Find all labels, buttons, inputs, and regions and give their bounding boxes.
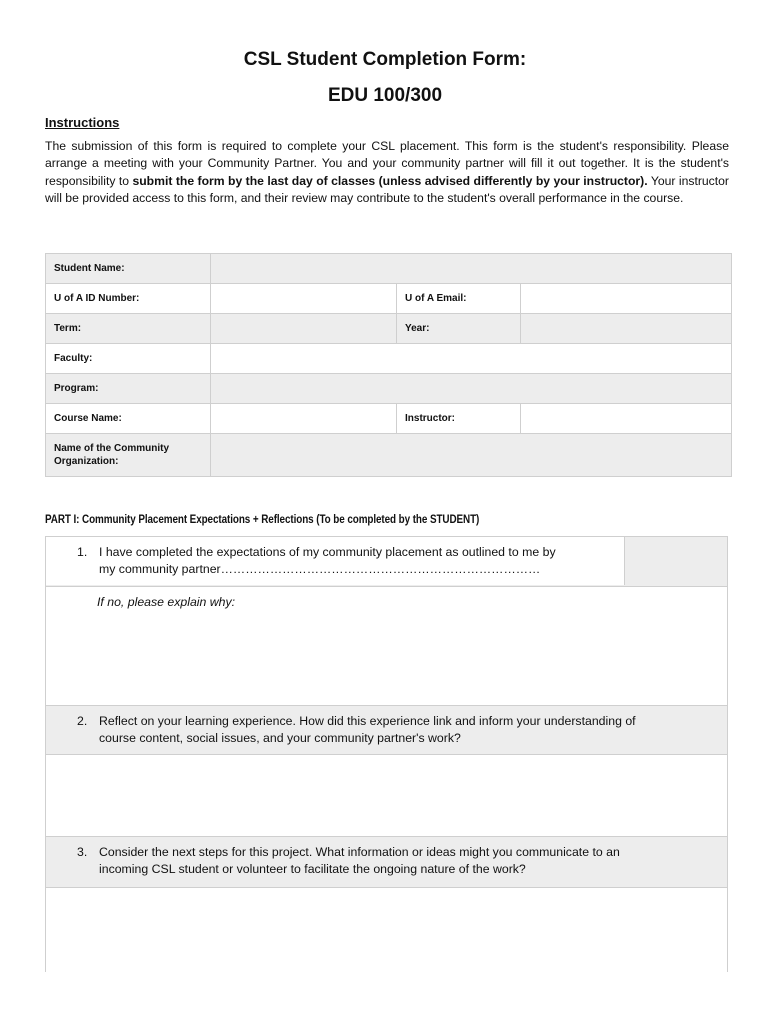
year-field[interactable] xyxy=(521,314,732,344)
community-org-field[interactable] xyxy=(211,434,732,477)
question-2-answer-area[interactable] xyxy=(46,755,727,837)
student-name-label: Student Name: xyxy=(46,254,211,284)
term-field[interactable] xyxy=(211,314,397,344)
instructions-text-part1: The submission of this form is required to complete your CSL placement. This form is the student's responsibility. Please arrange a meeting with your Community Partner. You and your community partner will fill it out together. It is the student's responsibility to xyxy=(45,139,729,188)
community-org-label: Name of the Community Organization: xyxy=(46,434,211,477)
question-3-answer-area[interactable] xyxy=(46,888,727,972)
question-3-row xyxy=(46,837,727,888)
instructor-field[interactable] xyxy=(521,404,732,434)
instructions-text-bold: submit the form by the last day of classes (unless advised differently by your instructor). xyxy=(132,173,648,188)
question-1-text xyxy=(99,544,556,578)
part1-heading: PART I: Community Placement Expectations + Reflections (To be completed by the STUDENT) xyxy=(45,514,480,526)
question-1-answer-area[interactable] xyxy=(46,587,727,706)
instructions-heading: Instructions xyxy=(45,115,120,130)
question-1-line1: I have completed the expectations of my community placement as outlined to me by xyxy=(99,545,556,559)
question-3-block xyxy=(45,836,728,972)
question-2-row xyxy=(46,706,727,755)
question-1-row xyxy=(46,537,727,587)
course-name-field[interactable] xyxy=(211,404,397,434)
year-label: Year: xyxy=(397,314,521,344)
question-2-line1: Reflect on your learning experience. How did this experience link and inform your understanding of xyxy=(99,714,636,728)
instructions-text-part2: Your instructor will be provided access to this form, and their review may contribute to the student's overall performance in the course. xyxy=(45,173,729,206)
question-3-text xyxy=(99,844,620,878)
form-subtitle: EDU 100/300 xyxy=(327,85,443,106)
question-1-explain-label: If no, please explain why: xyxy=(97,595,236,609)
question-1-line2: my community partner…………………………………………………………………… xyxy=(99,562,541,576)
id-number-label: U of A ID Number: xyxy=(46,284,211,314)
question-1-number: 1. xyxy=(77,545,88,559)
question-2-block xyxy=(45,705,728,837)
term-label: Term: xyxy=(46,314,211,344)
email-label: U of A Email: xyxy=(397,284,521,314)
course-name-label: Course Name: xyxy=(46,404,211,434)
student-name-field[interactable] xyxy=(211,254,732,284)
question-3-line1: Consider the next steps for this project. What information or ideas might you communicate to an xyxy=(99,845,620,859)
student-info-table xyxy=(45,253,732,477)
faculty-label: Faculty: xyxy=(46,344,211,374)
question-2-text xyxy=(99,713,636,747)
question-2-number: 2. xyxy=(77,714,88,728)
instructor-label: Instructor: xyxy=(397,404,521,434)
question-3-number: 3. xyxy=(77,845,88,859)
form-title: CSL Student Completion Form: xyxy=(243,49,527,70)
question-2-line2: course content, social issues, and your community partner's work? xyxy=(99,731,461,745)
email-field[interactable] xyxy=(521,284,732,314)
instructions-text xyxy=(45,138,729,208)
question-3-line2: incoming CSL student or volunteer to facilitate the ongoing nature of the work? xyxy=(99,862,526,876)
faculty-field[interactable] xyxy=(211,344,732,374)
program-label: Program: xyxy=(46,374,211,404)
question-1-block xyxy=(45,536,728,706)
id-number-field[interactable] xyxy=(211,284,397,314)
program-field[interactable] xyxy=(211,374,732,404)
